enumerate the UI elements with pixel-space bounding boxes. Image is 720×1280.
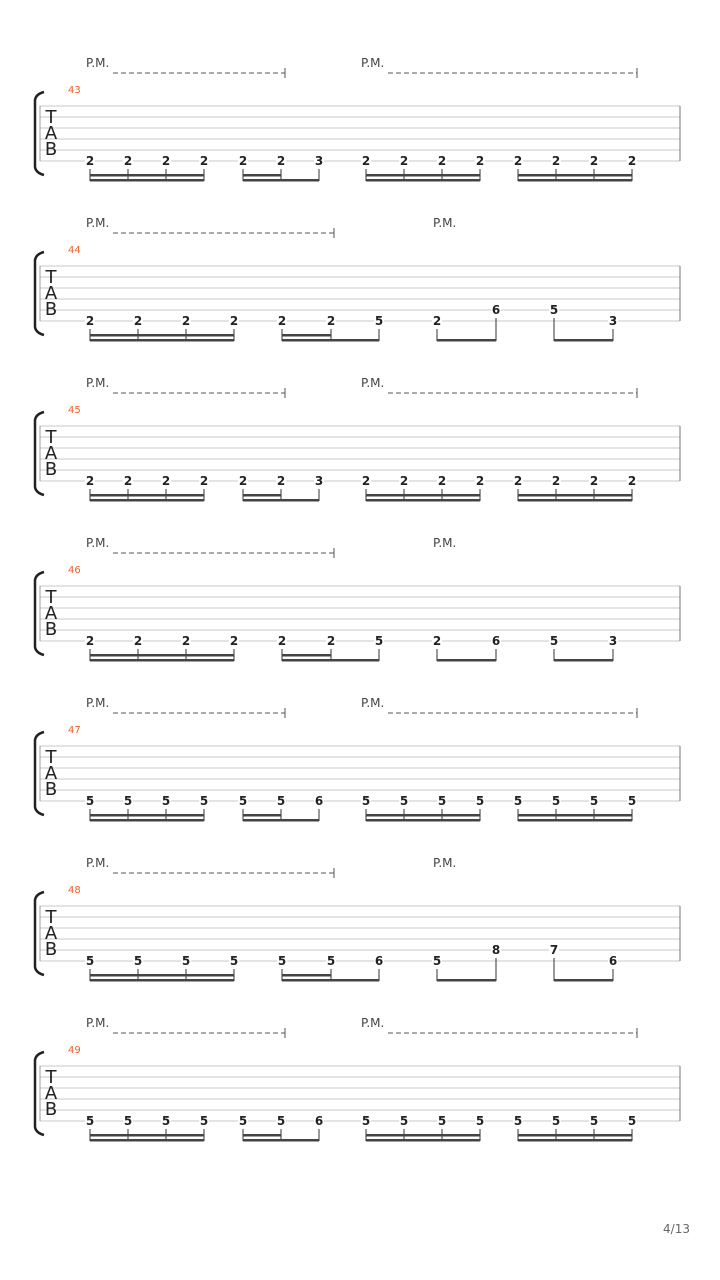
fret-number: 2	[437, 474, 447, 488]
tab-clef-b: B	[44, 299, 58, 320]
tab-clef-a: A	[44, 123, 58, 144]
beam-secondary	[282, 334, 331, 337]
fret-number: 2	[85, 314, 95, 328]
beam-secondary	[518, 814, 632, 817]
fret-number: 2	[432, 634, 442, 648]
beam-secondary	[90, 334, 234, 337]
beam-secondary	[90, 654, 234, 657]
tab-clef-a: A	[44, 283, 58, 304]
fret-number: 2	[475, 474, 485, 488]
beam-secondary	[90, 1134, 204, 1137]
tab-clef-a: A	[44, 763, 58, 784]
fret-number: 2	[326, 634, 336, 648]
fret-number: 5	[374, 634, 384, 648]
beam-secondary	[90, 814, 204, 817]
beam-primary	[90, 179, 204, 182]
fret-number: 2	[229, 634, 239, 648]
fret-number: 6	[314, 1114, 324, 1128]
tab-system-45	[35, 376, 680, 502]
measure-number: 49	[68, 1045, 81, 1056]
beam-primary	[518, 1139, 632, 1142]
fret-number: 2	[361, 154, 371, 168]
beam-secondary	[366, 494, 480, 497]
fret-number: 2	[277, 634, 287, 648]
fret-number: 2	[85, 634, 95, 648]
fret-number: 5	[133, 954, 143, 968]
palm-mute-label: P.M.	[86, 696, 110, 710]
fret-number: 5	[161, 794, 171, 808]
fret-number: 5	[549, 634, 559, 648]
tab-system-43	[35, 56, 680, 182]
fret-number: 2	[276, 474, 286, 488]
fret-number: 5	[399, 1114, 409, 1128]
beam-secondary	[518, 174, 632, 177]
fret-number: 6	[491, 303, 501, 317]
beam-secondary	[518, 494, 632, 497]
fret-number: 5	[85, 794, 95, 808]
tab-clef-t: T	[45, 747, 57, 768]
fret-number: 3	[608, 314, 618, 328]
tab-clef-a: A	[44, 603, 58, 624]
beam-primary	[282, 979, 379, 982]
beam-primary	[518, 179, 632, 182]
tab-clef-b: B	[44, 139, 58, 160]
fret-number: 5	[374, 314, 384, 328]
beam-secondary	[243, 174, 281, 177]
fret-number: 2	[513, 474, 523, 488]
measure-number: 45	[68, 405, 81, 416]
fret-number: 5	[551, 1114, 561, 1128]
fret-number: 5	[513, 794, 523, 808]
beam-primary	[554, 979, 613, 982]
fret-number: 5	[437, 1114, 447, 1128]
fret-number: 2	[589, 474, 599, 488]
fret-number: 6	[374, 954, 384, 968]
palm-mute-label: P.M.	[361, 56, 385, 70]
fret-number: 2	[551, 474, 561, 488]
fret-number: 5	[551, 794, 561, 808]
beam-primary	[366, 819, 480, 822]
palm-mute-label: P.M.	[433, 536, 457, 550]
measure-number: 48	[68, 885, 81, 896]
beam-primary	[437, 979, 496, 982]
fret-number: 5	[277, 954, 287, 968]
palm-mute-label: P.M.	[361, 696, 385, 710]
fret-number: 6	[314, 794, 324, 808]
fret-number: 2	[627, 154, 637, 168]
beam-primary	[243, 179, 319, 182]
palm-mute-label: P.M.	[433, 216, 457, 230]
palm-mute-label: P.M.	[86, 56, 110, 70]
fret-number: 5	[85, 954, 95, 968]
tab-clef-b: B	[44, 1099, 58, 1120]
beam-secondary	[243, 494, 281, 497]
fret-number: 5	[238, 794, 248, 808]
fret-number: 2	[475, 154, 485, 168]
fret-number: 5	[238, 1114, 248, 1128]
beam-secondary	[90, 974, 234, 977]
fret-number: 2	[399, 154, 409, 168]
beam-primary	[437, 339, 496, 342]
fret-number: 5	[627, 1114, 637, 1128]
palm-mute-label: P.M.	[86, 856, 110, 870]
fret-number: 2	[399, 474, 409, 488]
tab-clef-a: A	[44, 1083, 58, 1104]
beam-secondary	[366, 814, 480, 817]
beam-primary	[90, 499, 204, 502]
fret-number: 2	[551, 154, 561, 168]
beam-secondary	[366, 1134, 480, 1137]
fret-number: 2	[161, 474, 171, 488]
tab-clef-t: T	[45, 267, 57, 288]
beam-primary	[243, 499, 319, 502]
fret-number: 2	[361, 474, 371, 488]
measure-number: 44	[68, 245, 81, 256]
tab-system-49	[35, 1016, 680, 1142]
fret-number: 5	[326, 954, 336, 968]
beam-secondary	[366, 174, 480, 177]
beam-primary	[243, 819, 319, 822]
fret-number: 2	[181, 314, 191, 328]
fret-number: 5	[399, 794, 409, 808]
beam-secondary	[90, 174, 204, 177]
fret-number: 2	[85, 474, 95, 488]
fret-number: 6	[608, 954, 618, 968]
fret-number: 3	[314, 474, 324, 488]
fret-number: 2	[238, 474, 248, 488]
fret-number: 2	[432, 314, 442, 328]
fret-number: 2	[199, 474, 209, 488]
tab-clef-b: B	[44, 939, 58, 960]
fret-number: 2	[627, 474, 637, 488]
tab-system-46	[35, 536, 680, 662]
fret-number: 5	[589, 794, 599, 808]
fret-number: 2	[589, 154, 599, 168]
fret-number: 6	[491, 634, 501, 648]
fret-number: 5	[549, 303, 559, 317]
palm-mute-label: P.M.	[361, 376, 385, 390]
fret-number: 7	[549, 943, 559, 957]
fret-number: 5	[229, 954, 239, 968]
fret-number: 3	[314, 154, 324, 168]
fret-number: 2	[276, 154, 286, 168]
beam-secondary	[282, 974, 331, 977]
fret-number: 2	[326, 314, 336, 328]
beam-primary	[282, 659, 379, 662]
fret-number: 2	[199, 154, 209, 168]
beam-primary	[518, 819, 632, 822]
fret-number: 2	[133, 314, 143, 328]
fret-number: 5	[627, 794, 637, 808]
fret-number: 5	[181, 954, 191, 968]
fret-number: 3	[608, 634, 618, 648]
fret-number: 5	[123, 794, 133, 808]
fret-number: 2	[238, 154, 248, 168]
fret-number: 5	[432, 954, 442, 968]
fret-number: 5	[276, 794, 286, 808]
tab-system-48	[35, 856, 680, 982]
beam-primary	[366, 179, 480, 182]
palm-mute-label: P.M.	[86, 216, 110, 230]
beam-primary	[90, 819, 204, 822]
beam-secondary	[243, 1134, 281, 1137]
beam-primary	[243, 1139, 319, 1142]
beam-primary	[90, 339, 234, 342]
beam-primary	[554, 659, 613, 662]
fret-number: 5	[475, 1114, 485, 1128]
palm-mute-label: P.M.	[433, 856, 457, 870]
page-number: 4/13	[663, 1222, 690, 1236]
fret-number: 5	[513, 1114, 523, 1128]
fret-number: 2	[437, 154, 447, 168]
beam-secondary	[282, 654, 331, 657]
tab-clef-b: B	[44, 779, 58, 800]
tab-system-47	[35, 696, 680, 822]
tab-clef-t: T	[45, 907, 57, 928]
fret-number: 5	[276, 1114, 286, 1128]
beam-primary	[554, 339, 613, 342]
beam-secondary	[518, 1134, 632, 1137]
tab-clef-a: A	[44, 443, 58, 464]
beam-secondary	[90, 494, 204, 497]
fret-number: 5	[199, 1114, 209, 1128]
palm-mute-label: P.M.	[86, 376, 110, 390]
tab-clef-a: A	[44, 923, 58, 944]
fret-number: 2	[123, 154, 133, 168]
fret-number: 5	[161, 1114, 171, 1128]
palm-mute-label: P.M.	[86, 1016, 110, 1030]
fret-number: 5	[589, 1114, 599, 1128]
tab-clef-t: T	[45, 1067, 57, 1088]
fret-number: 5	[85, 1114, 95, 1128]
beam-primary	[518, 499, 632, 502]
fret-number: 2	[181, 634, 191, 648]
beam-secondary	[243, 814, 281, 817]
fret-number: 2	[161, 154, 171, 168]
fret-number: 5	[361, 1114, 371, 1128]
measure-number: 43	[68, 85, 81, 96]
beam-primary	[282, 339, 379, 342]
fret-number: 2	[133, 634, 143, 648]
tab-clef-t: T	[45, 107, 57, 128]
fret-number: 5	[199, 794, 209, 808]
tab-clef-t: T	[45, 427, 57, 448]
fret-number: 8	[491, 943, 501, 957]
fret-number: 5	[123, 1114, 133, 1128]
tab-clef-b: B	[44, 619, 58, 640]
beam-primary	[90, 1139, 204, 1142]
fret-number: 5	[475, 794, 485, 808]
beam-primary	[90, 659, 234, 662]
fret-number: 5	[437, 794, 447, 808]
fret-number: 2	[513, 154, 523, 168]
tab-clef-t: T	[45, 587, 57, 608]
measure-number: 47	[68, 725, 81, 736]
fret-number: 2	[277, 314, 287, 328]
beam-primary	[366, 499, 480, 502]
fret-number: 2	[229, 314, 239, 328]
fret-number: 5	[361, 794, 371, 808]
palm-mute-label: P.M.	[361, 1016, 385, 1030]
fret-number: 2	[85, 154, 95, 168]
measure-number: 46	[68, 565, 81, 576]
beam-primary	[437, 659, 496, 662]
tab-clef-b: B	[44, 459, 58, 480]
beam-primary	[366, 1139, 480, 1142]
beam-primary	[90, 979, 234, 982]
palm-mute-label: P.M.	[86, 536, 110, 550]
fret-number: 2	[123, 474, 133, 488]
tab-system-44	[35, 216, 680, 342]
